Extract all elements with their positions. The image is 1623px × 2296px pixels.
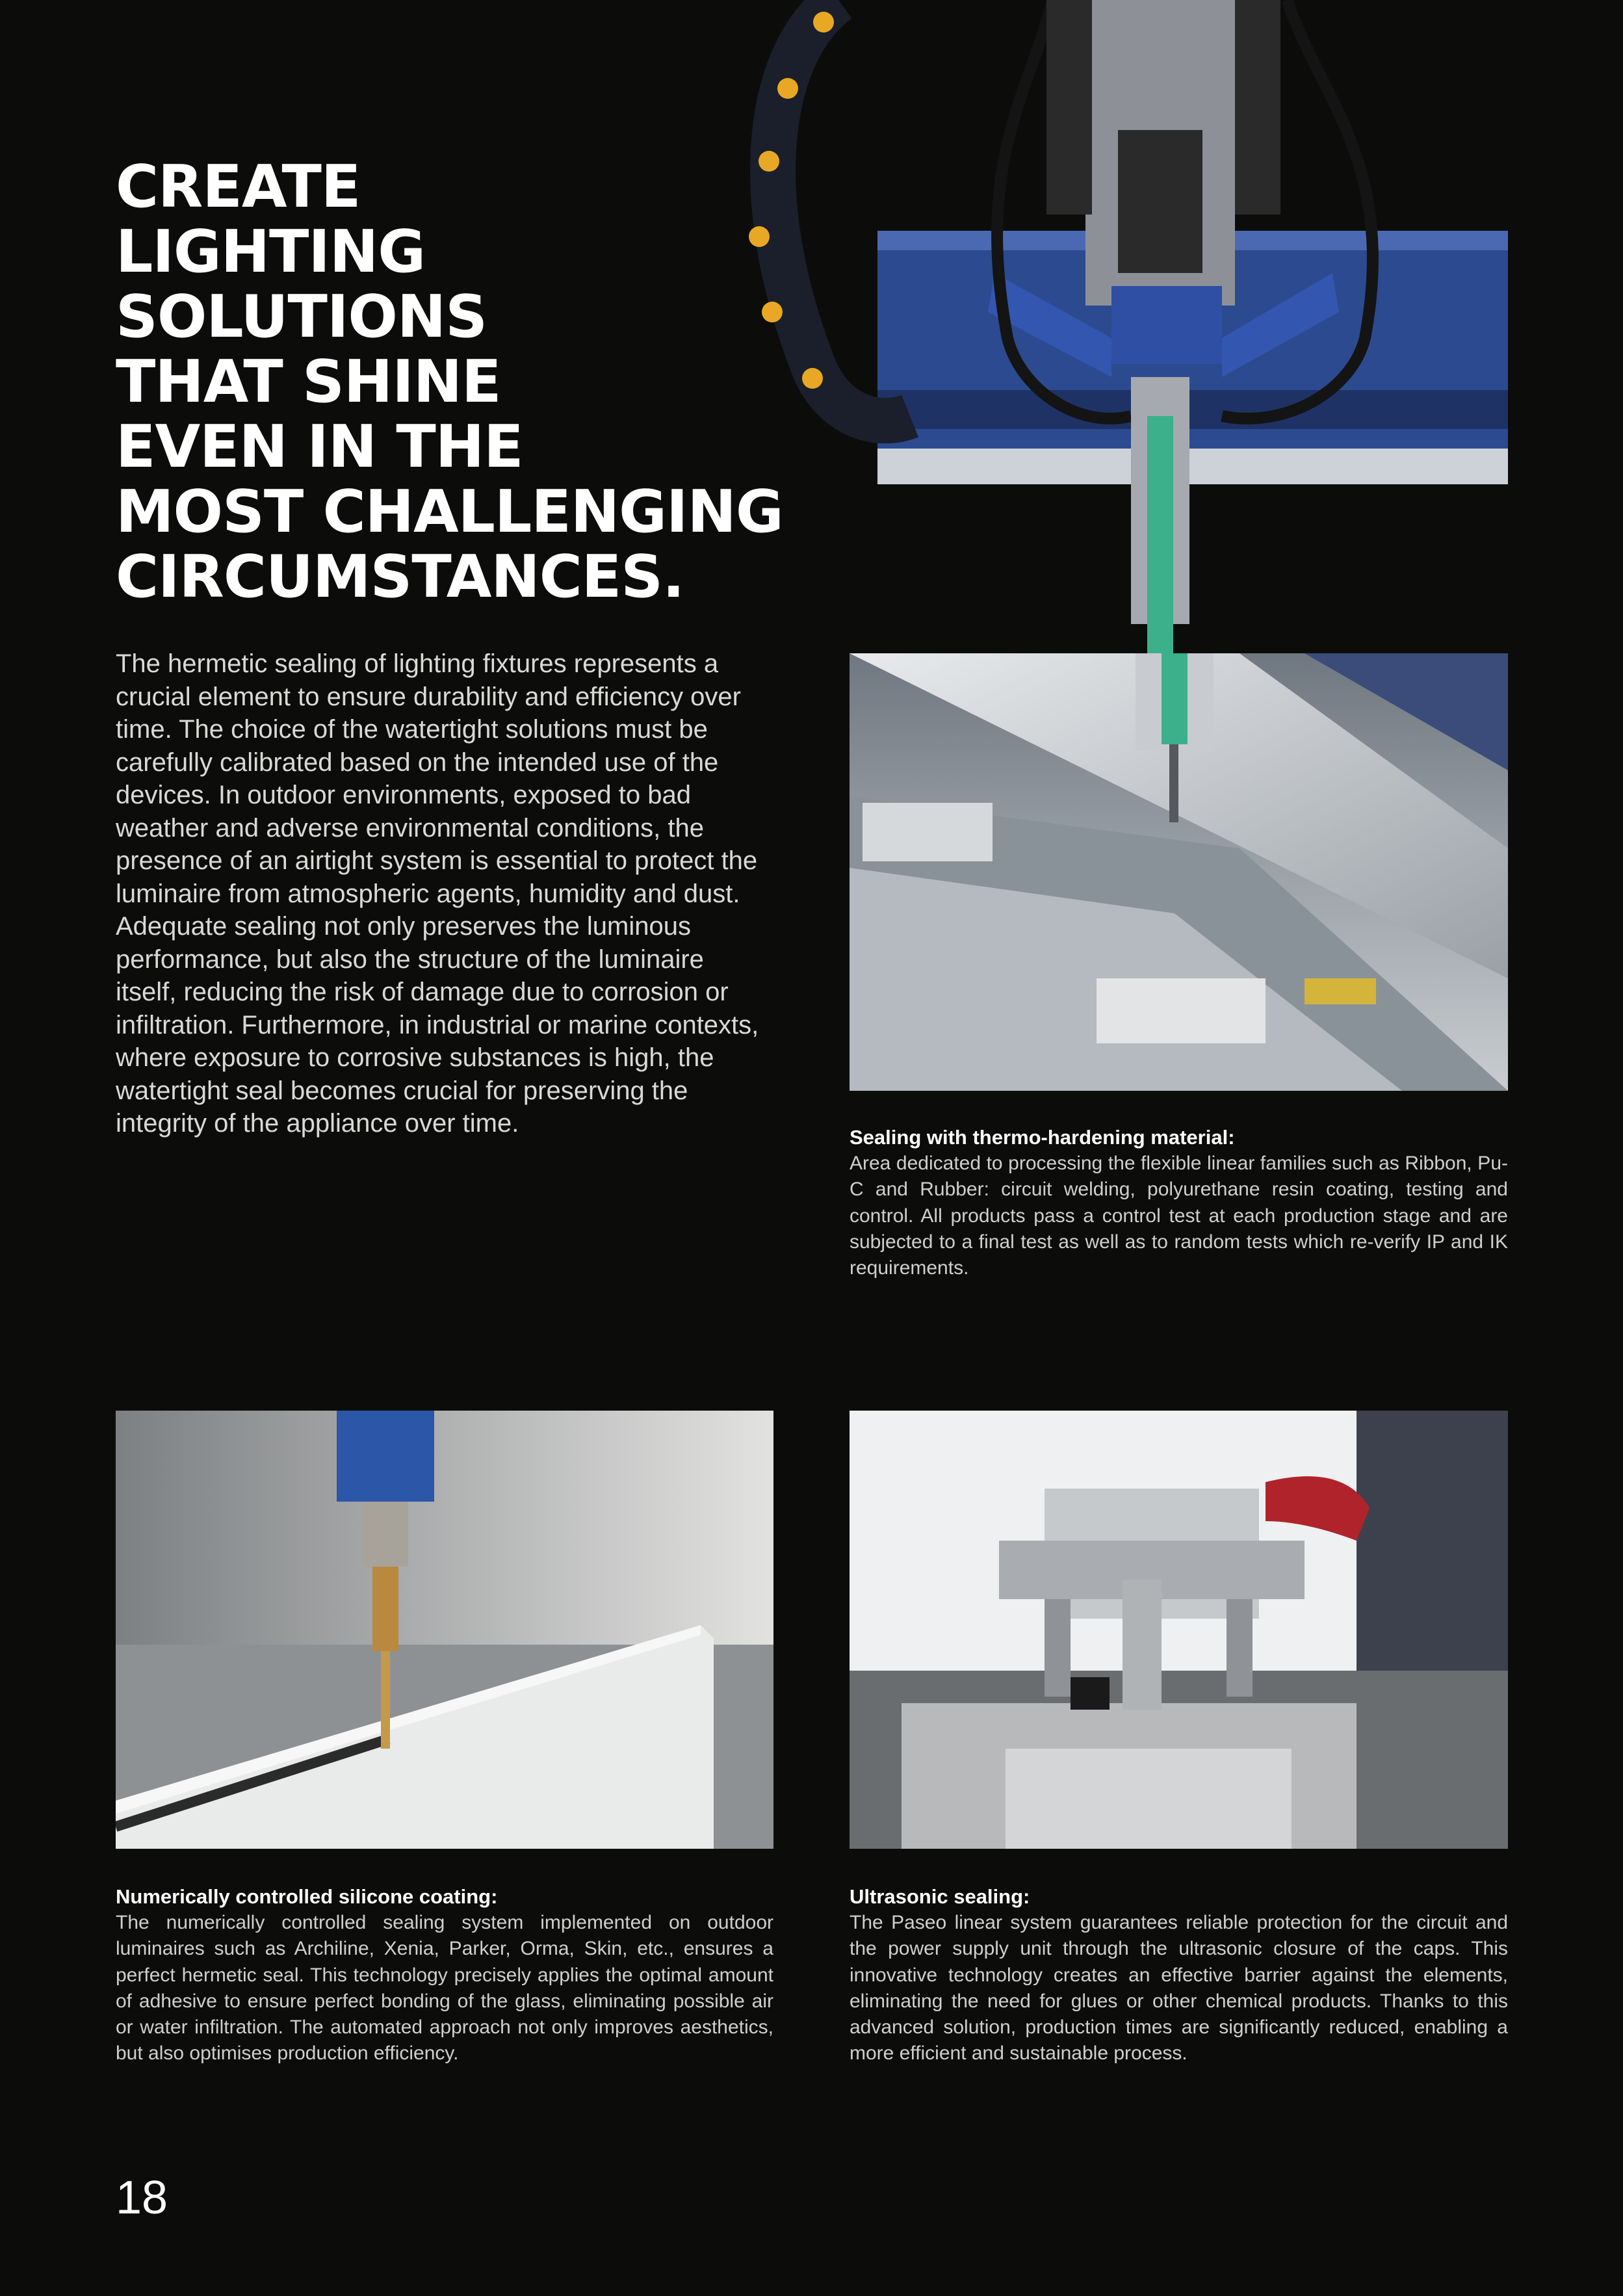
ultrasonic-caption-body: The Paseo linear system guarantees reliable protection for the circuit and the power supply unit through the ultrasonic closure of the caps. This innovative technology creates an effective barrier against the elements, eliminating the need for glues or other chemical products. Thanks to this advanced solution, production times are significantly reduced, enabling a more efficient and sustainable process. xyxy=(850,1912,1508,2065)
dispensing-machine-photo xyxy=(715,0,1508,650)
silicone-caption-title: Numerically controlled silicone coating: xyxy=(116,1885,498,1908)
headline-line: CREATE xyxy=(116,153,361,221)
headline-line: EVEN IN THE xyxy=(116,413,523,481)
thermo-caption-body: Area dedicated to processing the flexible linear families such as Ribbon, Pu-C and Rubber: circuit welding, polyurethane resin coating, testing and control. All products pass a control test at each production stage and are subjected to a final test as well as to random tests which re-verify IP and IK requirements. xyxy=(850,1153,1508,1279)
thermo-sealing-photo xyxy=(850,653,1508,1091)
silicone-caption-body: The numerically controlled sealing system implemented on outdoor luminaires such as Archiline, Xenia, Parker, Orma, Skin, etc., ensures a perfect hermetic seal. This technology precisely applies the optimal amount of adhesive to ensure perfect bonding of the glass, eliminating possible air or water infiltration. The automated approach not only improves aesthetics, but also optimises production efficiency. xyxy=(116,1912,773,2065)
silicone-coating-photo xyxy=(116,1411,773,1849)
headline-line: CIRCUMSTANCES. xyxy=(116,543,684,611)
silicone-caption xyxy=(116,1884,773,2067)
headline-line: THAT SHINE xyxy=(116,348,501,416)
page-number: 18 xyxy=(116,2172,168,2224)
page-headline xyxy=(116,155,805,610)
headline-line: LIGHTING xyxy=(116,218,426,286)
headline-line: MOST CHALLENGING xyxy=(116,478,783,546)
ultrasonic-sealing-photo xyxy=(850,1411,1508,1849)
ultrasonic-caption-title: Ultrasonic sealing: xyxy=(850,1885,1030,1908)
intro-paragraph: The hermetic sealing of lighting fixtures represents a crucial element to ensure durability and efficiency over time. The choice of the watertight solutions must be carefully calibrated based on the intended use of the devices. In outdoor environments, exposed to bad weather and adverse environmental conditions, the presence of an airtight system is essential to protect the luminaire from atmospheric agents, humidity and dust. Adequate sealing not only preserves the luminous performance, but also the structure of the luminaire itself, reducing the risk of damage due to corrosion or infiltration. Furthermore, in industrial or marine contexts, where exposure to corrosive substances is high, the watertight seal becomes crucial for preserving the integrity of the appliance over time. xyxy=(116,649,759,1138)
thermo-caption xyxy=(850,1125,1508,1281)
headline-line: SOLUTIONS xyxy=(116,283,487,351)
thermo-caption-title: Sealing with thermo-hardening material: xyxy=(850,1126,1235,1149)
ultrasonic-caption xyxy=(850,1884,1508,2067)
